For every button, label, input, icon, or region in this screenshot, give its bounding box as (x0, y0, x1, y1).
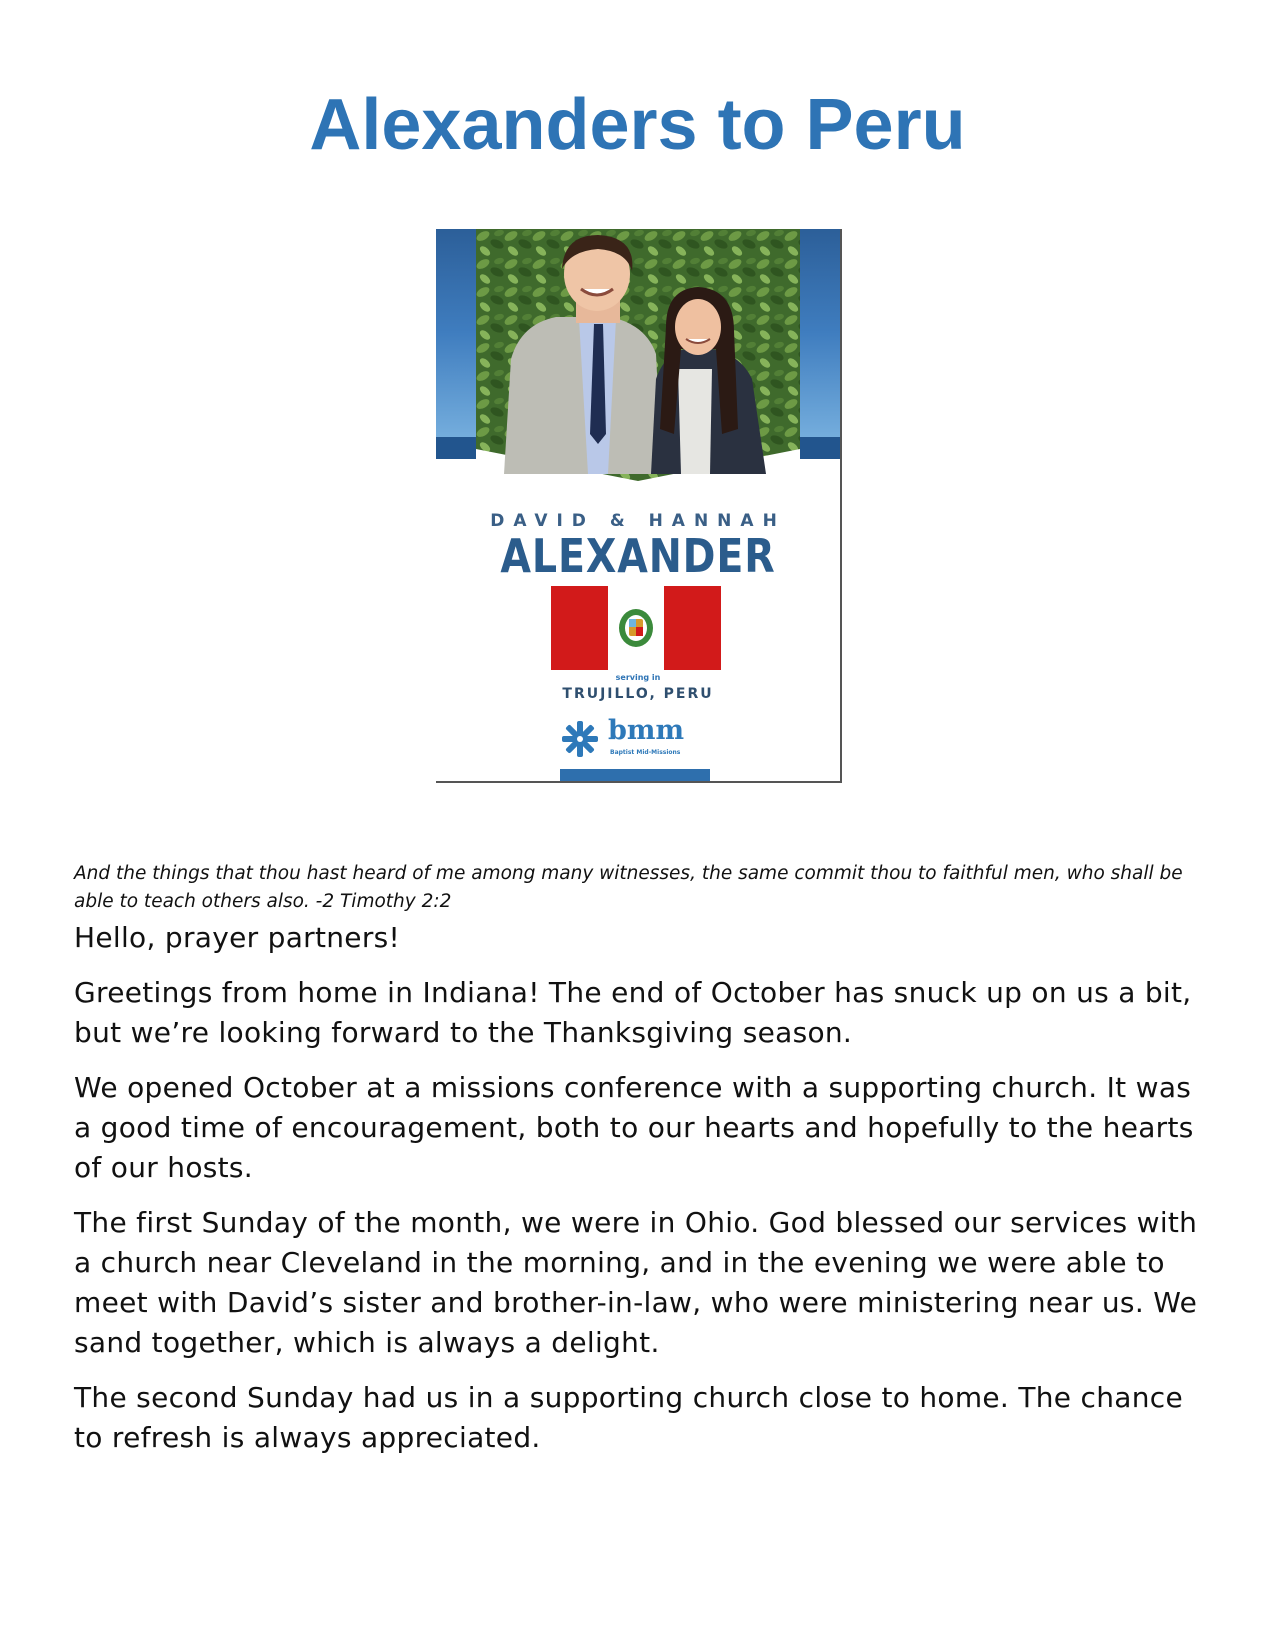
body-paragraph: The second Sunday had us in a supporting church close to home. The chance to refresh is always appreciated. (74, 1381, 1183, 1454)
card-blue-panel-right (800, 229, 840, 459)
letter-body (74, 918, 1204, 1473)
card-org-full-name: Baptist Mid-Missions (610, 749, 681, 756)
prayer-card-image (436, 229, 842, 783)
body-paragraph: We opened October at a missions conference with a supporting church. It was a good time of encouragement, both to our hearts and hopefully to the hearts of our hosts. (74, 1071, 1194, 1184)
couple-photo (476, 229, 800, 489)
body-paragraph: The first Sunday of the month, we were in Ohio. God blessed our services with a church near Cleveland in the morning, and in the evening we were able to meet with David’s sister and brother-in-law, who were ministering near us. We sand together, which is always a delight. (74, 1206, 1198, 1359)
scripture-verse: And the things that thou hast heard of me among many witnesses, the same commit thou to faithful men, who shall be able to teach others also. -2 Timothy 2:2 (74, 863, 1183, 912)
card-serving-label: serving in (615, 673, 661, 682)
card-bottom-bar (560, 769, 710, 781)
card-location: TRUJILLO, PERU (562, 686, 714, 702)
peru-flag-icon (551, 586, 721, 670)
card-blue-panel-left (436, 229, 476, 459)
card-org-name: bmm (608, 715, 685, 746)
body-paragraph: Greetings from home in Indiana! The end of October has snuck up on us a bit, but we’re looking forward to the Thanksgiving season. (74, 976, 1192, 1049)
page-title: Alexanders to Peru (309, 85, 966, 165)
greeting-paragraph: Hello, prayer partners! (74, 921, 401, 954)
card-surname: ALEXANDER (500, 529, 776, 583)
bmm-logo-icon (560, 719, 600, 759)
card-names: DAVID & HANNAH (490, 511, 786, 531)
card-stripe-left (436, 437, 476, 459)
card-stripe-right (800, 437, 840, 459)
